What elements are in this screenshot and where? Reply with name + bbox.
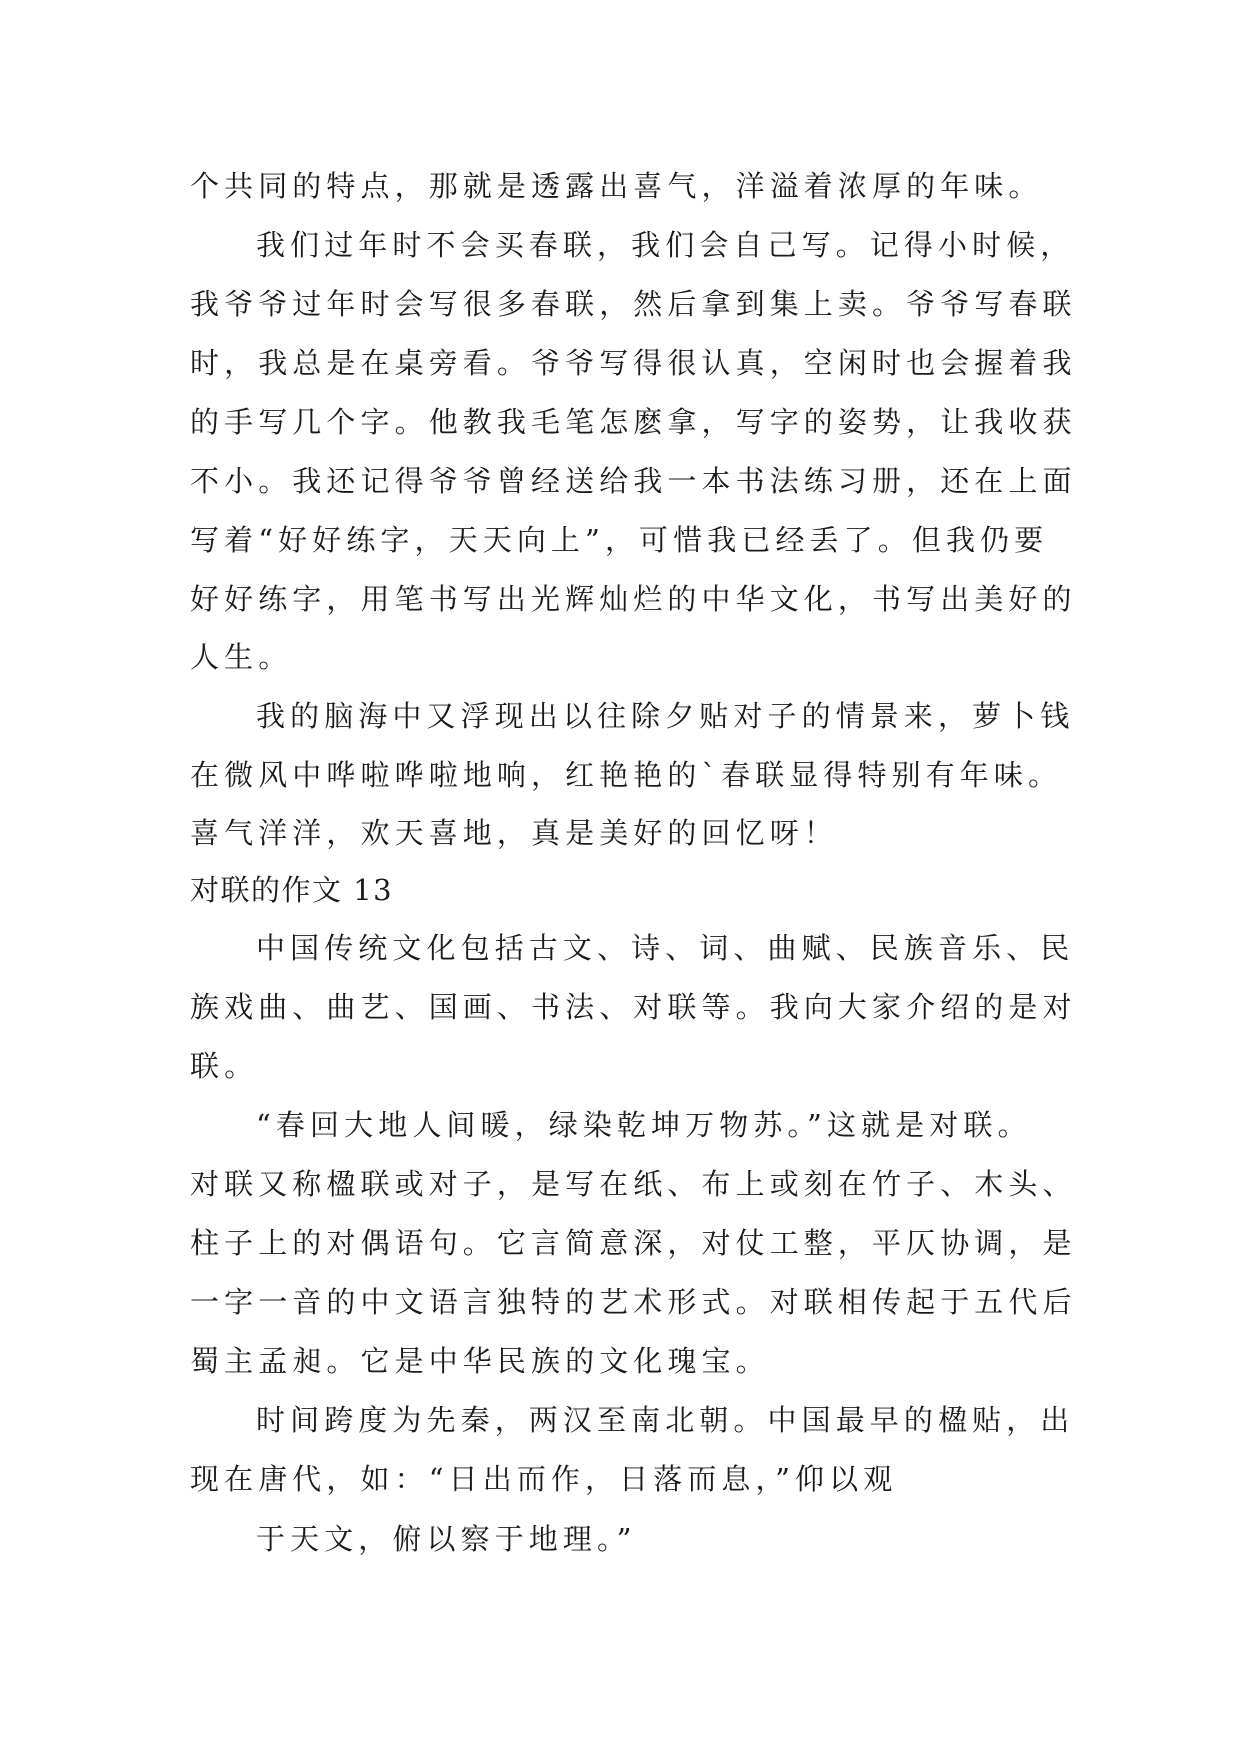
text-line: 喜气洋洋，欢天喜地，真是美好的回忆呀！: [190, 816, 838, 850]
text-line: 写着“好好练字，天天向上”，可惜我已经丢了。但我仍要: [190, 523, 1049, 557]
text-line: 我爷爷过年时会写很多春联，然后拿到集上卖。爷爷写春联: [190, 287, 1077, 321]
text-line: 联。: [190, 1049, 259, 1083]
paragraph-start-line: 我的脑海中又浮现出以往除夕贴对子的情景来，萝卜钱: [256, 699, 1075, 733]
text-line: 柱子上的对偶语句。它言简意深，对仗工整，平仄协调，是: [190, 1226, 1077, 1260]
text-line: 不小。我还记得爷爷曾经送给我一本书法练习册，还在上面: [190, 464, 1077, 498]
paragraph-start-line: 时间跨度为先秦，两汉至南北朝。中国最早的楹贴，出: [256, 1403, 1075, 1437]
text-line: 的手写几个字。他教我毛笔怎麽拿，写字的姿势，让我收获: [190, 405, 1077, 439]
text-line: 人生。: [190, 640, 293, 674]
section-heading: 对联的作文 13: [190, 873, 394, 907]
text-line: 时，我总是在桌旁看。爷爷写得很认真，空闲时也会握着我: [190, 346, 1077, 380]
text-line: 对联又称楹联或对子，是写在纸、布上或刻在竹子、木头、: [190, 1167, 1077, 1201]
paragraph-start-line: 于天文，俯以察于地理。”: [256, 1522, 637, 1556]
paragraph-start-line: 中国传统文化包括古文、诗、词、曲赋、民族音乐、民: [256, 931, 1075, 965]
paragraph-start-line: “春回大地人间暖，绿染乾坤万物苏。”这就是对联。: [256, 1108, 1032, 1142]
text-line: 好好练字，用笔书写出光辉灿烂的中华文化，书写出美好的: [190, 582, 1077, 616]
text-line: 族戏曲、曲艺、国画、书法、对联等。我向大家介绍的是对: [190, 990, 1077, 1024]
text-line: 一字一音的中文语言独特的艺术形式。对联相传起于五代后: [190, 1285, 1077, 1319]
text-line: 蜀主孟昶。它是中华民族的文化瑰宝。: [190, 1344, 770, 1378]
paragraph-start-line: 我们过年时不会买春联，我们会自己写。记得小时候，: [256, 228, 1075, 262]
text-line: 在微风中哗啦哗啦地响，红艳艳的`春联显得特别有年味。: [190, 758, 1063, 792]
text-line: 现在唐代，如：“日出而作，日落而息，”仰以观: [190, 1462, 898, 1496]
text-line: 个共同的特点，那就是透露出喜气，洋溢着浓厚的年味。: [190, 169, 1043, 203]
